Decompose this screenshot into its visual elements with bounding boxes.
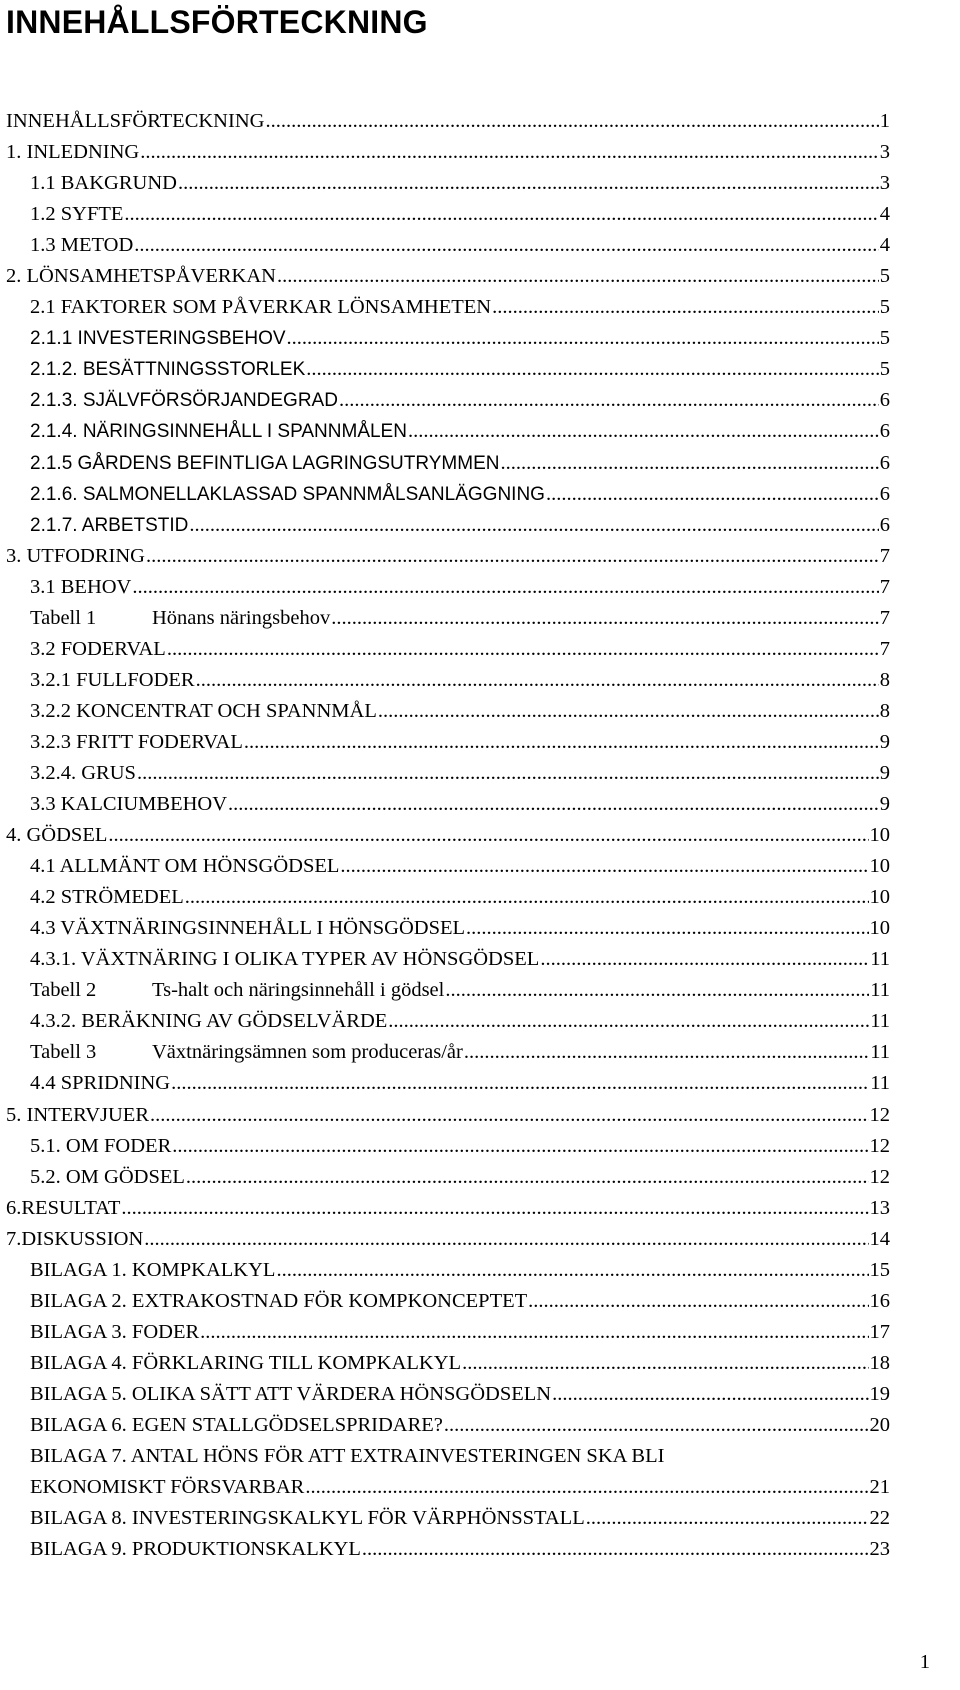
toc-entry[interactable] [6,261,890,292]
toc-page-number: 6 [879,420,890,443]
toc-entry-label: 1.1 BAKGRUND [30,172,177,195]
toc-entry[interactable] [6,323,890,354]
toc-page-number: 5 [879,296,890,319]
toc-entry[interactable] [6,1255,890,1286]
toc-page-number: 17 [869,1320,890,1343]
toc-dot-leader [185,882,869,913]
toc-page-number: 3 [879,141,890,164]
toc-page-number: 7 [879,575,890,598]
toc-dot-leader [150,1100,869,1131]
page-title: INNEHÅLLSFÖRTECKNING [6,4,428,40]
toc-entry-label: 1. INLEDNING [6,141,140,164]
toc-page-number: 7 [879,637,890,660]
toc-page-number: 8 [879,668,890,691]
toc-dot-leader [305,1472,868,1503]
toc-entry-label: 1.3 METOD [30,234,134,257]
toc-page-number: 15 [869,1258,890,1281]
toc-dot-leader [378,696,879,727]
toc-page-number: 16 [869,1289,890,1312]
toc-entry-label: 2.1.6. SALMONELLAKLASSAD SPANNMÅLSANLÄGGNING [30,483,545,505]
toc-page-number: 3 [879,172,890,195]
toc-dot-leader [464,1037,869,1068]
toc-entry[interactable] [6,696,890,727]
toc-table-caption: Hönans näringsbehov [152,606,331,629]
toc-entry[interactable] [6,665,890,696]
toc-entry-label: 3.2.3 FRITT FODERVAL [30,730,243,753]
toc-dot-leader [408,416,879,447]
toc-entry-label: BILAGA 3. FODER [30,1320,200,1343]
toc-entry-label: 3. UTFODRING [6,544,145,567]
toc-entry-label: 4. GÖDSEL [6,824,108,847]
toc-entry[interactable] [6,572,890,603]
toc-page-number: 11 [870,948,890,971]
toc-dot-leader [146,541,879,572]
toc-entry[interactable] [6,1006,890,1037]
toc-dot-leader [276,1255,868,1286]
toc-entry[interactable] [6,1037,890,1068]
toc-dot-leader [189,510,878,541]
toc-page-number: 4 [879,203,890,226]
toc-entry-label: 4.1 ALLMÄNT OM HÖNSGÖDSEL [30,855,340,878]
toc-dot-leader [124,199,878,230]
toc-page-number: 13 [869,1196,890,1219]
toc-dot-leader [137,758,879,789]
toc-entry[interactable] [6,851,890,882]
toc-entry[interactable] [6,1317,890,1348]
toc-dot-leader [132,572,878,603]
toc-entry-label: 2.1.2. BESÄTTNINGSSTORLEK [30,359,306,381]
toc-entry[interactable] [6,727,890,758]
toc-entry[interactable] [6,758,890,789]
toc-entry-label: 3.3 KALCIUMBEHOV [30,793,228,816]
toc-dot-leader [444,1410,869,1441]
toc-page-number: 7 [879,606,890,629]
toc-dot-leader [466,913,868,944]
toc-page-number: 5 [879,358,890,381]
toc-entry-label: BILAGA 5. OLIKA SÄTT ATT VÄRDERA HÖNSGÖDSELN [30,1382,552,1405]
toc-dot-leader [277,261,879,292]
toc-entry[interactable] [6,1534,890,1565]
toc-dot-leader [388,1006,869,1037]
toc-table-caption: Ts-halt och näringsinnehåll i gödsel [152,979,445,1002]
toc-dot-leader [228,789,879,820]
toc-page-number: 23 [869,1538,890,1561]
toc-page-number: 10 [869,886,890,909]
toc-page-number: 7 [879,544,890,567]
toc-entry-label: 2.1.5 GÅRDENS BEFINTLIGA LAGRINGSUTRYMMEN [30,452,500,474]
toc-entry-label: 5.1. OM FODER [30,1134,172,1157]
toc-entry[interactable] [6,1503,890,1534]
toc-page-number: 19 [869,1382,890,1405]
toc-entry[interactable] [6,1068,890,1099]
toc-entry[interactable] [6,230,890,261]
toc-dot-leader [445,975,869,1006]
toc-page-number: 18 [869,1351,890,1374]
toc-entry[interactable] [6,292,890,323]
toc-entry[interactable] [6,168,890,199]
toc-page-number: 10 [869,917,890,940]
toc-entry[interactable] [6,448,890,479]
toc-page-number: 6 [879,513,890,536]
toc-entry[interactable] [6,1441,890,1503]
toc-page-number: 11 [870,1041,890,1064]
toc-table-number: Tabell 3 [30,1041,97,1064]
toc-entry-label [30,603,330,634]
toc-page-number: 5 [879,327,890,350]
toc-entry[interactable] [6,137,890,168]
toc-entry-label: 4.2 STRÖMEDEL [30,886,184,909]
toc-table-number: Tabell 1 [30,606,97,629]
toc-entry[interactable] [6,913,890,944]
toc-page-number: 12 [869,1103,890,1126]
toc-entry-label: INNEHÅLLSFÖRTECKNING [6,110,265,132]
toc-page-number: 11 [870,1072,890,1095]
toc-entry[interactable] [6,1348,890,1379]
toc-entry-label: BILAGA 6. EGEN STALLGÖDSELSPRIDARE? [30,1413,443,1436]
toc-dot-leader [340,851,868,882]
toc-entry[interactable] [6,1410,890,1441]
toc-entry-label: BILAGA 8. INVESTERINGSKALKYL FÖR VÄRPHÖNSSTALL [30,1507,585,1530]
toc-dot-leader [287,323,879,354]
toc-entry[interactable] [6,416,890,447]
toc-page-number: 6 [879,451,890,474]
toc-dot-leader [546,479,879,510]
toc-entry[interactable] [6,789,890,820]
toc-entry-label [30,975,444,1006]
toc-entry-label: 7.DISKUSSION [6,1227,144,1250]
toc-entry[interactable] [6,199,890,230]
toc-dot-leader [462,1348,868,1379]
toc-entry[interactable] [6,385,890,416]
toc-entry[interactable] [6,820,890,851]
toc-entry-label: 5.2. OM GÖDSEL [30,1165,185,1188]
toc-entry-label: 2.1.1 INVESTERINGSBEHOV [30,328,286,350]
toc-dot-leader [528,1286,868,1317]
toc-dot-leader [586,1503,869,1534]
toc-dot-leader [362,1534,869,1565]
toc-entry-label: 2.1.7. ARBETSTID [30,514,189,536]
toc-entry[interactable] [6,975,890,1006]
toc-page-number: 12 [869,1165,890,1188]
toc-dot-leader [552,1379,868,1410]
toc-entry-label: BILAGA 2. EXTRAKOSTNAD FÖR KOMPKONCEPTET [30,1289,528,1312]
toc-page-number: 11 [870,1010,890,1033]
toc-page-number: 10 [869,855,890,878]
toc-entry-label: 3.2.4. GRUS [30,761,136,784]
toc-entry-label: EKONOMISKT FÖRSVARBAR [30,1476,305,1499]
toc-entry-label: BILAGA 1. KOMPKALKYL [30,1258,276,1281]
toc-page-number: 22 [869,1507,890,1530]
toc-table-number: Tabell 2 [30,979,97,1002]
toc-page-number: 21 [869,1476,890,1499]
toc-page-number: 4 [879,234,890,257]
toc-page-number: 6 [879,389,890,412]
toc-dot-leader [121,1193,868,1224]
toc-page-number: 6 [879,482,890,505]
toc-dot-leader [306,354,879,385]
toc-entry-label: 5. INTERVJUER [6,1103,149,1126]
toc-dot-leader [492,292,879,323]
toc-page-number: 1 [879,110,890,132]
toc-entry-label: 2.1.4. NÄRINGSINNEHÅLL I SPANNMÅLEN [30,421,407,443]
toc-entry-label: 2. LÖNSAMHETSPÅVERKAN [6,265,276,288]
toc-dot-leader [244,727,879,758]
toc-dot-leader [144,1224,868,1255]
toc-entry-label: 3.2.2 KONCENTRAT OCH SPANNMÅL [30,699,377,722]
toc-entry-label-line1: BILAGA 7. ANTAL HÖNS FÖR ATT EXTRAINVESTERINGEN SKA BLI [30,1445,665,1468]
toc-page-number: 14 [869,1227,890,1250]
toc-entry[interactable] [6,1224,890,1255]
toc-entry-label: 2.1.3. SJÄLVFÖRSÖRJANDEGRAD [30,390,338,412]
table-of-contents [6,106,890,1565]
toc-dot-leader [171,1068,869,1099]
toc-entry[interactable] [6,634,890,665]
toc-entry[interactable] [6,354,890,385]
toc-page-number: 10 [869,824,890,847]
toc-entry[interactable] [6,510,890,541]
toc-page-number: 9 [879,761,890,784]
toc-dot-leader [108,820,868,851]
toc-entry-label: 4.3 VÄXTNÄRINGSINNEHÅLL I HÖNSGÖDSEL [30,917,466,940]
toc-entry-label [30,1037,463,1068]
toc-entry-label: 3.1 BEHOV [30,575,132,598]
toc-page-number: 8 [879,699,890,722]
toc-entry[interactable] [6,1379,890,1410]
toc-dot-leader [540,944,869,975]
toc-page-number: 9 [879,730,890,753]
toc-entry[interactable] [6,1131,890,1162]
toc-dot-leader [331,603,879,634]
toc-table-caption: Växtnäringsämnen som produceras/år [152,1041,463,1064]
toc-entry-label: BILAGA 9. PRODUKTIONSKALKYL [30,1538,361,1561]
toc-entry-label: 1.2 SYFTE [30,203,124,226]
toc-entry-label: 4.4 SPRIDNING [30,1072,171,1095]
toc-dot-leader [140,137,879,168]
toc-dot-leader [178,168,879,199]
toc-entry-label: BILAGA 4. FÖRKLARING TILL KOMPKALKYL [30,1351,462,1374]
page-number: 1 [919,1651,930,1673]
toc-page-number: 20 [869,1413,890,1436]
toc-entry-label: 6.RESULTAT [6,1196,121,1219]
toc-dot-leader [196,665,879,696]
toc-entry[interactable] [6,1162,890,1193]
toc-dot-leader [134,230,878,261]
toc-entry-label: 2.1 FAKTORER SOM PÅVERKAR LÖNSAMHETEN [30,296,492,319]
toc-entry-label: 4.3.1. VÄXTNÄRING I OLIKA TYPER AV HÖNSGÖDSEL [30,948,540,971]
toc-dot-leader [339,385,879,416]
toc-entry[interactable] [6,1193,890,1224]
toc-dot-leader [500,448,878,479]
toc-page-number: 12 [869,1134,890,1157]
toc-dot-leader [265,106,878,137]
toc-entry[interactable] [6,882,890,913]
toc-dot-leader [186,1162,869,1193]
toc-entry-label: 4.3.2. BERÄKNING AV GÖDSELVÄRDE [30,1010,388,1033]
toc-entry[interactable] [6,106,890,137]
toc-entry-label: 3.2 FODERVAL [30,637,166,660]
toc-entry[interactable] [6,944,890,975]
toc-page-number: 9 [879,793,890,816]
toc-page-number: 11 [870,979,890,1002]
toc-entry[interactable] [6,603,890,634]
toc-entry[interactable] [6,541,890,572]
toc-page-number: 5 [879,265,890,288]
toc-dot-leader [167,634,879,665]
toc-entry[interactable] [6,1286,890,1317]
toc-entry[interactable] [6,1100,890,1131]
toc-dot-leader [172,1131,868,1162]
toc-entry-label: 3.2.1 FULLFODER [30,668,195,691]
toc-entry[interactable] [6,479,890,510]
toc-dot-leader [200,1317,868,1348]
